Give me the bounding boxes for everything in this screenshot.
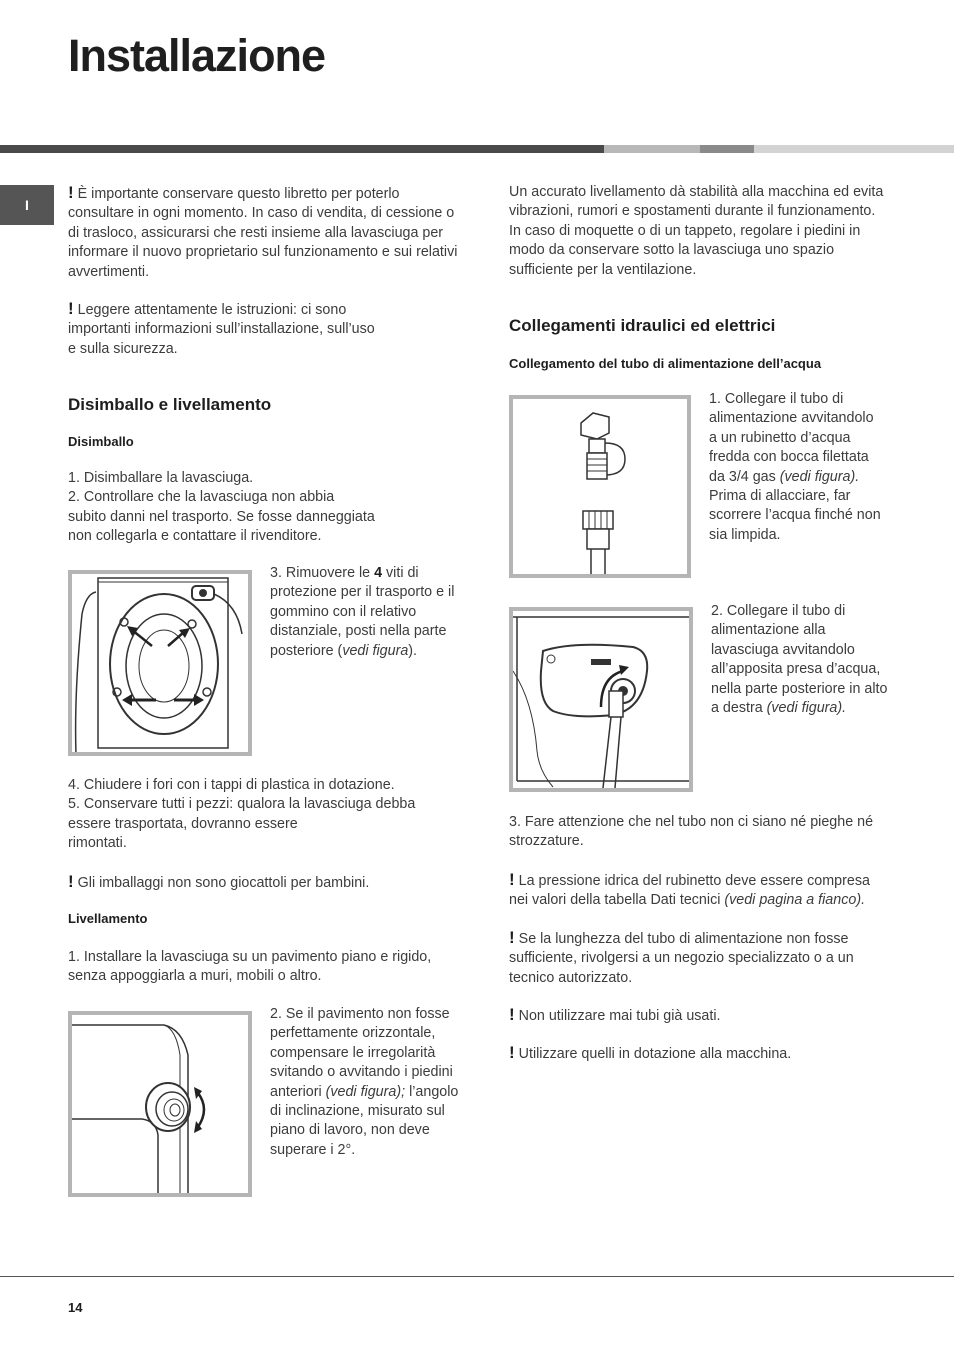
connection-step-3: 3. Fare attenzione che nel tubo non ci siano né pieghe né strozzature. <box>509 814 874 850</box>
warning-mark: ! <box>509 928 515 947</box>
warning-read-instructions <box>68 299 460 359</box>
header-bar-mid <box>700 145 754 153</box>
warning-mark: ! <box>68 299 74 318</box>
step-4: 4. Chiudere i fori con i tappi di plastica in dotazione. <box>68 777 395 793</box>
warning-mark: ! <box>509 870 515 889</box>
step-2-line: 2. Controllare che la lavasciuga non abbia <box>68 489 335 506</box>
washer-back-illustration <box>72 574 248 752</box>
step-5-line: rimontati. <box>68 835 127 852</box>
inlet-connection-illustration <box>513 611 689 788</box>
washer-back-figure <box>68 570 252 756</box>
warning-text: È importante conservare questo libretto per poterlo consultare in ogni momento. In caso di vendita, di cessione o di trasloco, assicurarsi che resti insieme alla lavasciuga per informare il nuovo proprietario sul funzionamento e sui relativi avvertimenti. <box>68 186 458 280</box>
leveling-step-1-line: senza appoggiarla a muri, mobili o altro. <box>68 968 322 985</box>
connection-step-1-ref: (vedi figura). <box>779 468 860 485</box>
warning-text: Se la lunghezza del tubo di alimentazione non fosse sufficiente, rivolgersi a un negozio specializzato o a un tecnico autorizzato. <box>509 931 854 986</box>
warning-text-line: e sulla sicurezza. <box>68 340 178 357</box>
page-number: 14 <box>68 1300 83 1315</box>
unpacking-steps-4-5 <box>68 776 460 854</box>
foot-adjust-illustration <box>72 1015 248 1193</box>
section-heading-unpacking: Disimballo e livellamento <box>68 395 272 414</box>
step-2-line: non collegarla e contattare il rivenditore. <box>68 528 322 545</box>
header-bar-pale <box>754 145 954 153</box>
footer-divider <box>0 1276 954 1277</box>
leveling-step-2-text: 2. Se il pavimento non fosse perfettamente orizzontale, compensare le irregolarità svitando o avvitando i piedini anteriori <box>270 1006 453 1100</box>
connection-step-1 <box>709 390 881 545</box>
connection-step-2 <box>711 602 889 718</box>
warning-used-hoses <box>509 1005 889 1026</box>
subheading-water-hose: Collegamento del tubo di alimentazione dell’acqua <box>509 356 822 371</box>
warning-pressure <box>509 870 889 911</box>
warning-text: Non utilizzare mai tubi già usati. <box>518 1008 721 1024</box>
warning-text: Utilizzare quelli in dotazione alla macchina. <box>518 1046 792 1062</box>
section-heading-connections: Collegamenti idraulici ed elettrici <box>509 316 776 335</box>
subheading-unpacking: Disimballo <box>68 434 134 449</box>
header-bar-light <box>604 145 700 153</box>
subheading-leveling: Livellamento <box>68 911 148 926</box>
warning-text: La pressione idrica del rubinetto deve essere compresa nei valori della tabella Dati tecnici <box>509 873 870 909</box>
warning-hose-length <box>509 928 889 988</box>
warning-mark: ! <box>68 872 74 891</box>
connection-step-2-text: 2. Collegare il tubo di alimentazione alla lavasciuga avvitandolo all’apposita presa d’acqua, nella parte posteriore in alto a destra <box>711 603 888 717</box>
step-5-line: 5. Conservare tutti i pezzi: qualora la lavasciuga debba <box>68 796 416 813</box>
step-3 <box>270 564 460 661</box>
connection-step-2-ref: (vedi figura). <box>766 700 847 717</box>
step-1: 1. Disimballare la lavasciuga. <box>68 470 254 486</box>
inlet-connection-figure <box>509 607 693 792</box>
leveling-intro: Un accurato livellamento dà stabilità alla macchina ed evita vibrazioni, rumori e spostamenti durante il funzionamento. In caso di moquette o di un tappeto, regolare i piedini in modo da conservare sotto la lavasciuga uno spazio sufficiente per la ventilazione. <box>509 184 884 278</box>
step-2-line: subito danni nel trasporto. Se fosse danneggiata <box>68 508 375 525</box>
step-3-text: viti di protezione per il trasporto e il gommino con il relativo distanziale, posti nella parte posteriore ( <box>270 565 455 659</box>
foot-adjust-figure <box>68 1011 252 1197</box>
connection-step-1-text: 1. Collegare il tubo di alimentazione avvitandolo a un rubinetto d’acqua fredda con bocca filettata da 3/4 gas <box>709 391 874 485</box>
tap-hose-figure <box>509 395 691 578</box>
warning-mark: ! <box>68 183 74 202</box>
warning-keep-manual <box>68 183 460 282</box>
step-5-line: essere trasportata, dovranno essere <box>68 815 298 832</box>
language-tab: I <box>0 185 54 225</box>
step-3-ref: vedi figura <box>342 642 409 659</box>
step-3-count: 4 <box>374 565 383 581</box>
warning-packaging <box>68 872 460 893</box>
leveling-step-2 <box>270 1005 464 1160</box>
warning-text-line: Leggere attentamente le istruzioni: ci sono <box>77 302 347 318</box>
step-3-text: ). <box>408 642 418 659</box>
warning-text-line: importanti informazioni sull’installazione, sull’uso <box>68 321 375 338</box>
step-3-text: 3. Rimuovere le <box>270 565 375 581</box>
leveling-step-1-line: 1. Installare la lavasciuga su un pavimento piano e rigido, <box>68 949 432 965</box>
page-title: Installazione <box>68 30 326 81</box>
warning-supplied-hoses <box>509 1043 889 1064</box>
header-bar-dark <box>0 145 604 153</box>
warning-mark: ! <box>509 1043 515 1062</box>
leveling-step-2-ref: (vedi figura); <box>325 1083 406 1100</box>
leveling-step-2-text: l’angolo di inclinazione, misurato sul piano di lavoro, non deve superare i 2°. <box>270 1083 459 1158</box>
tap-hose-illustration <box>513 399 687 574</box>
leveling-step-1 <box>68 948 460 987</box>
warning-ref: (vedi pagina a fianco). <box>724 892 866 909</box>
unpacking-steps <box>68 469 460 547</box>
warning-mark: ! <box>509 1005 515 1024</box>
warning-text: Gli imballaggi non sono giocattoli per bambini. <box>77 875 370 891</box>
connection-step-1-text: Prima di allacciare, far scorrere l’acqua finché non sia limpida. <box>709 488 881 543</box>
